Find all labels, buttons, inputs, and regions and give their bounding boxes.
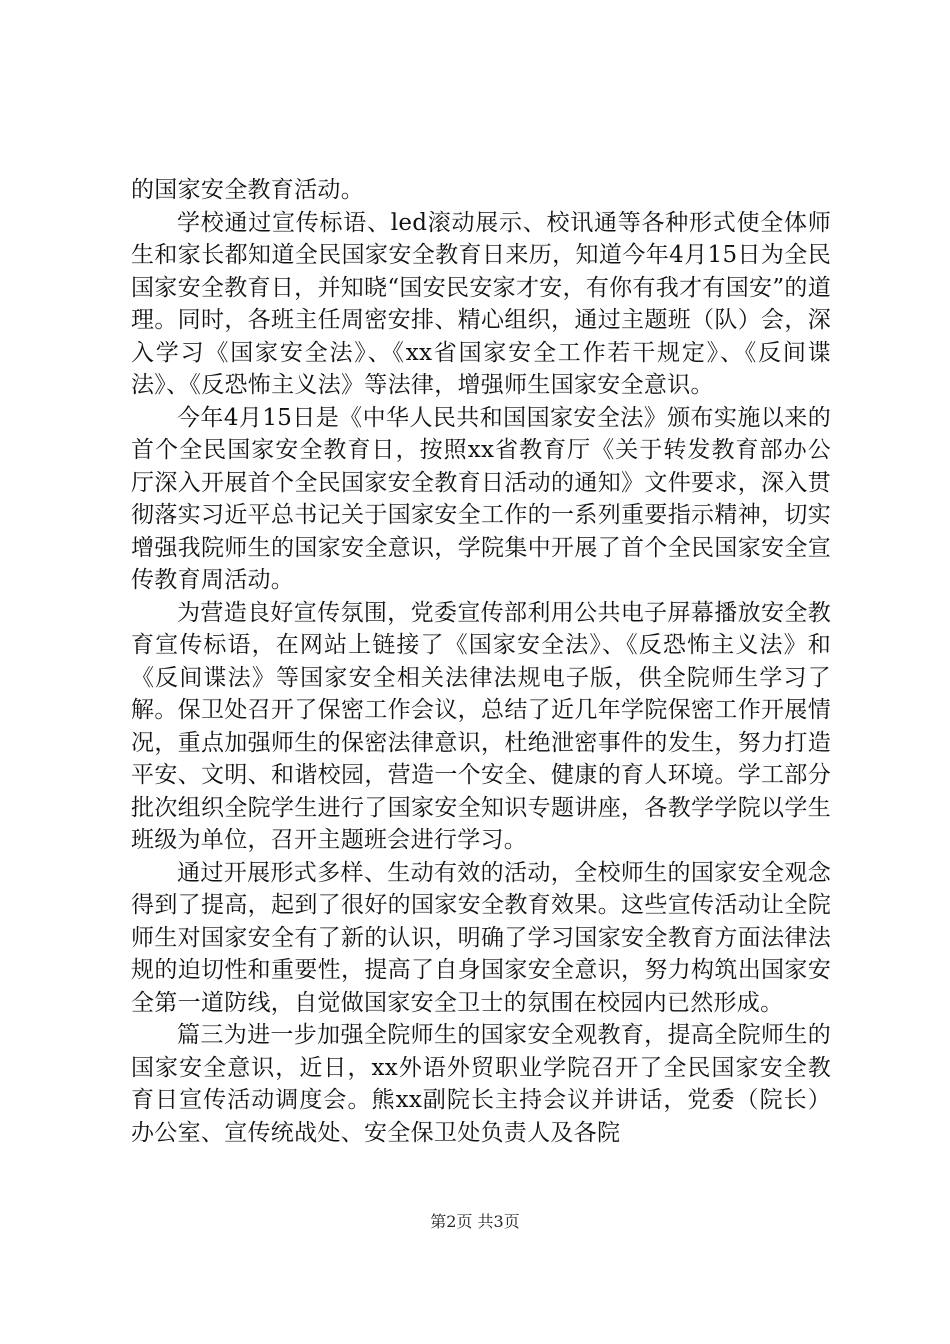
page-footer: 第2页 共3页 bbox=[430, 1212, 520, 1231]
paragraph-results: 通过开展形式多样、生动有效的活动，全校师生的国家安全观念得到了提高，起到了很好的国家安全教育效果。这些宣传活动让全院师生对国家安全有了新的认识，明确了学习国家安全教育方面法律法规的迫切性和重要性，提高了自身国家安全意识，努力构筑出国家安全第一道防线，自觉做国家安全卫士的氛围在校园内已然形成。 bbox=[131, 859, 831, 1016]
paragraph-continuation: 的国家安全教育活动。 bbox=[131, 177, 364, 203]
paragraph-publicity-atmosphere: 为营造良好宣传氛围，党委宣传部利用公共电子屏幕播放安全教育宣传标语，在网站上链接了《国家安全法》、《反恐怖主义法》和《反间谍法》等国家安全相关法律法规电子版，供全院师生学习了解。保卫处召开了保密工作会议，总结了近几年学院保密工作开展情况，重点加强师生的保密法律意识，杜绝泄密事件的发生，努力打造平安、文明、和谐校园，营造一个安全、健康的育人环境。学工部分批次组织全院学生进行了国家安全知识专题讲座，各教学学院以学生班级为单位，召开主题班会进行学习。 bbox=[131, 599, 831, 853]
paragraph-education-day: 今年4月15日是《中华人民共和国国家安全法》颁布实施以来的首个全民国家安全教育日，按照xx省教育厅《关于转发教育部办公厅深入开展首个全民国家安全教育日活动的通知》文件要求，深入贯彻落实习近平总书记关于国家安全工作的一系列重要指示精神，切实增强我院师生的国家安全意识，学院集中开展了首个全民国家安全宣传教育周活动。 bbox=[131, 404, 831, 593]
document-body bbox=[131, 174, 831, 1149]
paragraph-article-three: 篇三为进一步加强全院师生的国家安全观教育，提高全院师生的国家安全意识，近日，xx外语外贸职业学院召开了全民国家安全教育日宣传活动调度会。熊xx副院长主持会议并讲话，党委（院长）办公室、宣传统战处、安全保卫处负责人及各院 bbox=[131, 1022, 831, 1146]
paragraph-publicity-methods: 学校通过宣传标语、led滚动展示、校讯通等各种形式使全体师生和家长都知道全民国家安全教育日来历，知道今年4月15日为全民国家安全教育日，并知晓“国安民安家才安，有你有我才有国安”的道理。同时，各班主任周密安排、精心组织，通过主题班（队）会，深入学习《国家安全法》、《xx省国家安全工作若干规定》、《反间谍法》、《反恐怖主义法》等法律，增强师生国家安全意识。 bbox=[131, 209, 831, 398]
